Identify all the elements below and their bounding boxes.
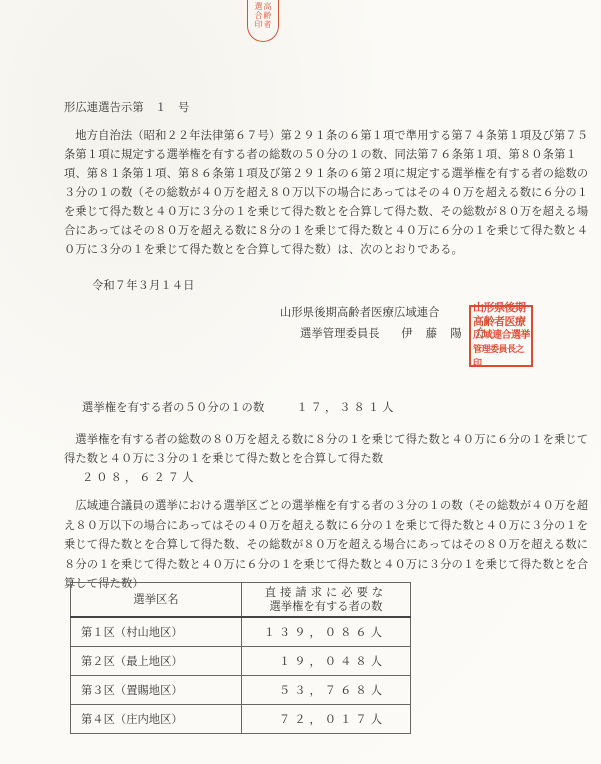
item-one-fiftieth bbox=[82, 398, 396, 417]
item1-label: 選挙権を有する者の５０分の１の数 bbox=[82, 401, 265, 414]
seal-column-right bbox=[264, 2, 272, 41]
district-paragraph: 広域連合議員の選挙における選挙区ごとの選挙権を有する者の３分の１の数（その総数が４０万を超え８０万以下の場合にあってはその４０万を超える数に６分の１を乗じて得た数と４０万に３分の１を乗じて得た数とを合算して得た数、その総数が８０万を超える場合にあってはその８０万を超える数に８分の１を乗じて得た数と４０万に６分の１を乗じて得た数と４０万に３分の１を乗じて得た数とを合算して得た数） bbox=[64, 499, 589, 590]
item-two-paragraph: 選挙権を有する者の総数の８０万を超える数に８分の１を乗じて得た数と４０万に６分の１を乗じて得た数と４０万に３分の１を乗じて得た数とを合算して得た数 bbox=[64, 433, 589, 465]
official-seal-stamp bbox=[469, 301, 533, 369]
seal-char: 選 bbox=[254, 2, 263, 11]
item2-value: ２０８，６２７人 bbox=[82, 471, 197, 484]
district-table bbox=[70, 582, 411, 734]
table-row bbox=[71, 617, 411, 647]
top-seal-stamp bbox=[247, 0, 279, 42]
district-count: ７２，０１７人 bbox=[242, 705, 411, 734]
issuing-organization: 山形県後期高齢者医療広域連合 bbox=[280, 306, 440, 319]
header-count-line2: 選挙権を有する者の数 bbox=[269, 599, 383, 613]
chairperson-title: 選挙管理委員長 bbox=[300, 327, 380, 340]
chairperson-name: 伊 藤 陽 介 bbox=[401, 327, 488, 340]
seal-line: 山形県後期 bbox=[473, 301, 526, 314]
district-name: 第２区（最上地区） bbox=[71, 647, 242, 676]
seal-char: 合 bbox=[254, 11, 263, 20]
table-row bbox=[71, 647, 411, 676]
table-row bbox=[71, 705, 411, 734]
seal-char: 印 bbox=[254, 20, 263, 29]
district-name: 第１区（村山地区） bbox=[71, 617, 242, 647]
document-number: 形広連選告示第 １ 号 bbox=[64, 101, 190, 114]
issue-date: 令和７年３月１４日 bbox=[92, 279, 195, 292]
district-name: 第４区（庄内地区） bbox=[71, 705, 242, 734]
seal-column-left bbox=[255, 2, 263, 41]
seal-char: 齢 bbox=[263, 11, 272, 20]
table-header-row bbox=[71, 583, 411, 618]
main-paragraph: 地方自治法（昭和２２年法律第６７号）第２９１条の６第１項で準用する第７４条第１項及び第７５条第１項に規定する選挙権を有する者の総数の５０分の１の数、同法第７６条第１項、第８０条第１項、第８１条第１項、第８６条第１項及び第２９１条の６第２項に規定する選挙権を有する者の総数の３分の１の数（その総数が４０万を超え８０万以下の場合にあってはその４０万を超える数に６分の１を乗じて得た数と４０万に３分の１を乗じて得た数とを合算して得た数、その総数が８０万を超える場合にあってはその８０万を超える数に８分の１を乗じて得た数と４０万に６分の１を乗じて得た数と４０万に３分の１を乗じて得た数とを合算して得た数）は、次のとおりである。 bbox=[64, 129, 589, 256]
district-count: １３９，０８６人 bbox=[242, 617, 411, 647]
header-count-line1: 直接請求に必要な bbox=[264, 585, 388, 599]
seal-char: 者 bbox=[263, 20, 272, 29]
seal-line: 高齢者医療 bbox=[473, 315, 526, 328]
seal-line: 管理委員長之印 bbox=[473, 345, 525, 369]
district-count: ５３，７６８人 bbox=[242, 676, 411, 705]
district-count: １９，０４８人 bbox=[242, 647, 411, 676]
header-required-count bbox=[242, 583, 411, 618]
table-row bbox=[71, 676, 411, 705]
chairperson-line bbox=[300, 324, 487, 343]
header-district-name: 選挙区名 bbox=[71, 583, 242, 618]
district-name: 第３区（置賜地区） bbox=[71, 676, 242, 705]
item1-value: １７，３８１人 bbox=[296, 401, 397, 414]
seal-line: 広域連合選挙 bbox=[473, 330, 530, 341]
seal-char: 高 bbox=[263, 2, 272, 11]
